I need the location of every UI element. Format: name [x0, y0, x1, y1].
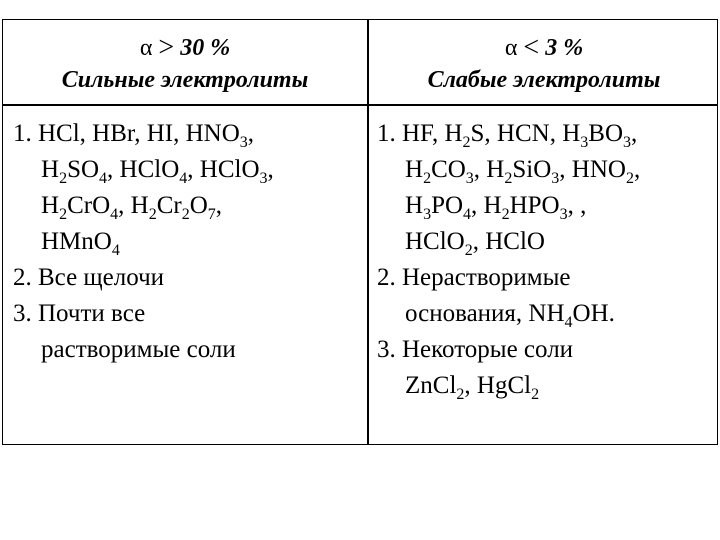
threshold: 3 %: [545, 35, 584, 61]
comparator: <: [523, 32, 540, 63]
list-item: растворимые соли: [41, 336, 236, 363]
list-item: 2. Нерастворимые: [377, 264, 571, 291]
alpha-symbol: α: [504, 35, 518, 61]
strong-header: [3, 20, 367, 104]
alpha-symbol: α: [139, 35, 153, 61]
list-item: 3. Почти все: [13, 300, 146, 327]
list-item: 1. HF, $H_2S$, HCN, $H_3BO_3$,: [377, 120, 638, 151]
list-item: HClO$_2$, HClO: [405, 228, 545, 259]
strong-list: [13, 116, 363, 368]
list-item: основания, $NH_4OH$.: [405, 300, 615, 331]
list-item: $H_2CrO_4$, $H_2Cr_2O_7$,: [41, 192, 222, 223]
list-item: 3. Некоторые соли: [377, 336, 574, 363]
weak-header: [369, 20, 719, 104]
list-item: HMnO$_4$: [41, 228, 120, 259]
weak-title: Слабые электролиты: [427, 67, 661, 93]
electrolytes-table: [2, 19, 718, 445]
weak-degree: [369, 32, 719, 63]
comparator: >: [158, 32, 175, 63]
header-divider: [3, 104, 717, 106]
list-item: 1. HCl, HBr, HI, $HNO_3$,: [13, 120, 255, 151]
list-item: $H_2CO_3$, $H_2SiO_3$, $HNO_2$,: [405, 156, 641, 187]
threshold: 30 %: [180, 35, 231, 61]
strong-title: Сильные электролиты: [61, 67, 309, 93]
list-item: $H_2SO_4$, HClO$_4$, HClO$_3$,: [41, 156, 274, 187]
list-item: $H_3PO_4$, $H_2HPO_3$, ,: [405, 192, 587, 223]
strong-degree: [3, 32, 367, 63]
list-item: 2. Все щелочи: [13, 264, 165, 291]
list-item: ZnCl$_2$, HgCl$_2$: [405, 372, 540, 403]
weak-list: [377, 116, 717, 404]
